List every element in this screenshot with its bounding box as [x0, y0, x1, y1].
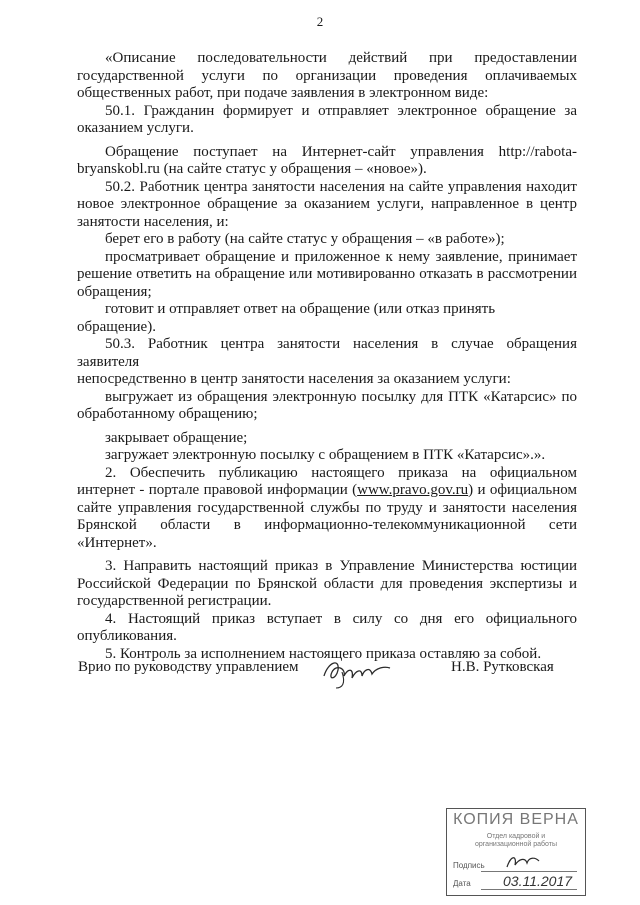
stamp-signature-line: [481, 871, 577, 872]
paragraph-item-4: 4. Настоящий приказ вступает в силу со дня его официального опубликования.: [77, 610, 577, 644]
paragraph-50-3: 50.3. Работник центра занятости населения в случае обращения заявителя непосредственно в центр занятости населения за оказанием услуги:: [77, 336, 577, 387]
stamp-signature-label: Подпись: [453, 861, 485, 870]
stamp-title: КОПИЯ ВЕРНА: [453, 811, 579, 828]
paragraph-description-heading: «Описание последовательности действий при предоставлении государственной услуги по организации проведения оплачиваемых общественных работ, при подаче заявления в электронном виде:: [77, 50, 577, 101]
stamp-date-label: Дата: [453, 879, 471, 888]
stamp-department: Отдел кадровой и организационной работы: [474, 833, 558, 848]
paragraph-item-5: 5. Контроль за исполнением настоящего приказа оставляю за собой.: [105, 645, 542, 662]
page-number: 2: [316, 14, 324, 29]
pravo-link[interactable]: www.pravo.gov.ru: [357, 482, 469, 498]
paragraph-close-request: закрывает обращение;: [105, 429, 248, 446]
paragraph-review: просматривает обращение и приложенное к нему заявление, принимает решение ответить на обращение или мотивированно отказать в рассмотрении обращения;: [77, 248, 577, 300]
paragraph-item-3: 3. Направить настоящий приказ в Управление Министерства юстиции Российской Федерации по Брянской области для проведения экспертизы и государственной регистрации.: [77, 558, 577, 609]
stamp-date-line: [481, 889, 577, 890]
copy-certified-stamp: [446, 808, 586, 896]
paragraph-item-2: 2. Обеспечить публикацию настоящего приказа на официальном интернет - портале правовой информации (www.pravo.gov.ru) и официальном сайте управления государственной службы по труду и занятости населения Брянской области в информационно-телекоммуникационной сети «Интернет».: [77, 464, 577, 551]
paragraph-export-package: выгружает из обращения электронную посылку для ПТК «Катарсис» по обработанному обращению;: [77, 388, 577, 422]
document-body: [77, 50, 577, 663]
stamp-handwritten-initials: [503, 853, 543, 871]
signatory-title: Врио по руководству управлением: [78, 659, 299, 675]
handwritten-signature: [318, 650, 398, 690]
paragraph-import-package: загружает электронную посылку с обращением в ПТК «Катарсис».».: [105, 447, 546, 463]
signatory-name: Н.В. Рутковская: [451, 659, 554, 675]
paragraph-prepare-answer: готовит и отправляет ответ на обращение (или отказ принять обращение).: [77, 301, 496, 335]
paragraph-50-1: 50.1. Гражданин формирует и отправляет электронное обращение за оказанием услуги.: [77, 102, 577, 136]
paragraph-take-to-work: берет его в работу (на сайте статус у обращения – «в работе»);: [105, 231, 505, 247]
paragraph-50-2: 50.2. Работник центра занятости населения на сайте управления находит новое электронное обращение за оказанием услуги, направленное в центр занятости населения, и:: [77, 178, 577, 230]
stamp-date-value: 03.11.2017: [503, 873, 573, 889]
paragraph-portal: Обращение поступает на Интернет-сайт управления http://rabota- bryanskobl.ru (на сайте статус у обращения – «новое»).: [77, 143, 577, 177]
